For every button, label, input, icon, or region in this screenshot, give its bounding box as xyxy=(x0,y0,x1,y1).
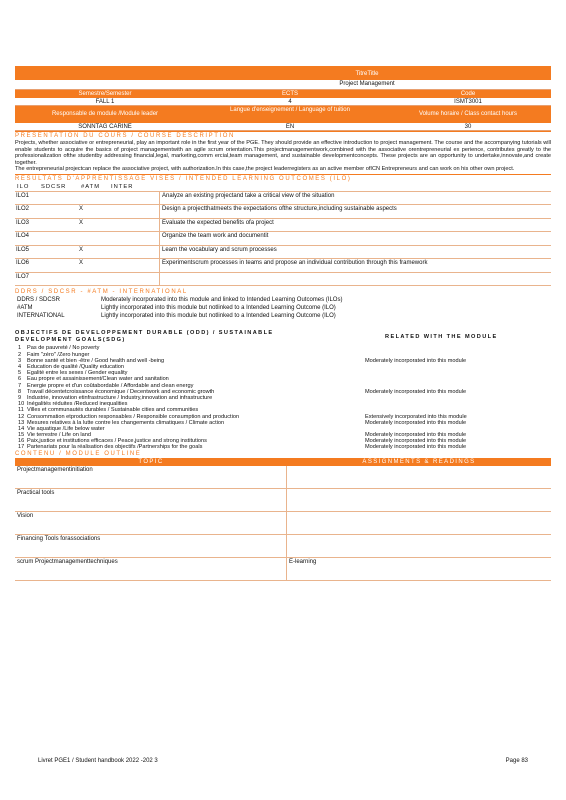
outline-row xyxy=(15,558,551,581)
ilo-row xyxy=(15,232,551,246)
ilo-code: ILO4 xyxy=(16,233,30,240)
ilo-text: Learn the vocabulary and scrum processes xyxy=(159,246,551,259)
sdg-label: Egalité entre les sexes / Gender equality xyxy=(27,370,128,376)
sdg-label: Vie terrestre / Life on land xyxy=(27,432,91,438)
sdg-label: Energie propre et d'un coûtabordable / Affordable and clean energy xyxy=(27,382,194,388)
outline-row xyxy=(15,489,551,512)
legend-text: Lightly incorporated into this module but notlinked to a Intended Learning Outcome (ILO) xyxy=(101,305,336,312)
ilo-code: ILO1 xyxy=(16,192,30,199)
sdg-relation: Extensively incorporated into this module xyxy=(365,413,467,419)
ilo-heading: RESULTATS D'APPRENTISSAGE VISES / INTENDED LEARNING OUTCOMES (ILO) xyxy=(15,174,551,183)
ilo-row xyxy=(15,259,551,273)
sdg-number: 14 xyxy=(18,425,25,432)
sdg-heading-line-2: DEVELOPMENT GOALS(SDG) xyxy=(15,337,126,344)
sdg-label: Villes et communautés durables / Sustainable cities and communities xyxy=(27,407,199,413)
language-label: Langue d'enseignement / Language of tuition xyxy=(230,107,350,113)
outline-assignment xyxy=(287,535,551,557)
ilo-sdcsr-mark xyxy=(39,273,159,286)
description-heading: PRESENTATION DU COURS / COURSE DESCRIPTION xyxy=(15,131,551,140)
ilo-col-atm: #ATM xyxy=(81,183,101,190)
hours-label: Volume horaire / Class contact hours xyxy=(418,111,518,117)
ilo-col-sdcsr: SDCSR xyxy=(41,183,67,190)
sdg-number: 6 xyxy=(18,376,22,382)
ilo-column-header xyxy=(15,183,551,192)
sdg-number: 8 xyxy=(18,388,22,394)
semester-value: FALL 1 xyxy=(95,99,115,105)
legend-text: Moderately incorporated into this module and linked to Intended Learning Outcomes (ILOs) xyxy=(101,297,343,304)
sdg-number: 9 xyxy=(18,394,22,401)
sdg-related-heading: RELATED WITH THE MODULE xyxy=(385,334,498,341)
ilo-text: Evaluate the expected benefits ofa project xyxy=(159,219,551,232)
semester-header-row xyxy=(15,90,551,98)
sdg-number: 3 xyxy=(18,357,22,364)
sdg-number: 10 xyxy=(18,401,25,407)
ilo-row xyxy=(15,246,551,260)
sdg-relation: Moderately incorporated into this module xyxy=(365,444,467,450)
outline-assign-label: ASSIGNMENTS & READINGS xyxy=(362,458,476,465)
ilo-text: Analyze an existing projectand take a critical view of the situation xyxy=(159,192,551,205)
outline-row xyxy=(15,535,551,558)
legend-key: INTERNATIONAL xyxy=(17,313,65,320)
sdg-number: 16 xyxy=(18,438,25,444)
sdg-number: 2 xyxy=(18,351,22,357)
ilo-sdcsr-mark: X xyxy=(79,260,84,267)
sdg-label: Mesures relatives à la lutte contre les changements climatiques / Climate action xyxy=(27,419,225,425)
outline-header-row xyxy=(15,458,551,466)
sdg-heading xyxy=(15,330,363,344)
page-footer xyxy=(38,758,528,764)
sdg-label: Faim "zéro" /Zero hunger xyxy=(27,351,90,357)
hours-value: 30 xyxy=(464,124,472,130)
legend-header: DDRS / SDCSR - #ATM - INTERNATIONAL xyxy=(15,289,188,296)
outline-table xyxy=(15,466,551,581)
outline-topic: Practical tools xyxy=(15,489,287,511)
outline-assignment xyxy=(287,512,551,534)
semester-value-row xyxy=(15,98,551,106)
sdg-table xyxy=(15,344,551,449)
sdg-relation: Moderately incorporated into this module xyxy=(365,438,467,444)
footer-page: Page 83 xyxy=(505,758,528,764)
legend-row xyxy=(15,304,551,312)
sdg-label: Bonne santé et bien -être / Good health and well -being xyxy=(27,357,165,364)
code-label: Code xyxy=(460,91,476,97)
legend-table xyxy=(15,296,551,320)
responsible-value: SONNTAG CARINE xyxy=(78,124,132,130)
sdg-label: Industrie, innovation etinfrastructure / Industry,innovation and infrastructure xyxy=(27,394,213,401)
ilo-sdcsr-mark xyxy=(39,192,159,205)
sdg-number: 17 xyxy=(18,444,25,450)
semester-label: Semestre/Semester xyxy=(78,91,132,97)
responsible-value-row xyxy=(15,123,551,131)
sdg-number: 12 xyxy=(18,413,25,419)
ilo-row xyxy=(15,205,551,219)
footer-left: Livret PGE1 / Student handbook 2022 -202 3 xyxy=(38,758,158,764)
sdg-number: 1 xyxy=(18,345,22,351)
outline-row xyxy=(15,512,551,535)
legend-text: Lightly incorporated into this module but notlinked to a Intended Learning Outcome (ILO) xyxy=(101,313,336,320)
sdg-header-row xyxy=(15,330,551,344)
sdg-label: Education de qualité /Quality education xyxy=(27,364,125,370)
outline-topic: Financing Tools forassociations xyxy=(15,535,287,557)
responsible-label: Responsable de module /Module leader xyxy=(51,111,159,117)
sdg-number: 11 xyxy=(18,407,24,413)
sdg-relation: Moderately incorporated into this module xyxy=(365,419,467,425)
sdg-heading-line-1: OBJECTIFS DE DEVELOPPEMENT DURABLE (ODD) / SUSTAINABLE xyxy=(15,330,274,337)
outline-topic-label: TOPIC xyxy=(138,458,164,465)
ilo-row xyxy=(15,219,551,233)
ilo-code: ILO2 xyxy=(16,206,30,213)
sdg-label: Travail décentetcroissance économique / Decentwork and economic growth xyxy=(27,388,215,394)
course-sheet xyxy=(15,66,551,581)
ilo-text: Organize the team work and documentit xyxy=(159,232,551,245)
outline-heading: CONTENU / MODULE OUTLINE xyxy=(15,450,142,457)
sdg-label: Pas de pauvreté / No poverty xyxy=(27,345,100,351)
ilo-text xyxy=(159,273,551,286)
description-paragraph-2: The entrepreneurial projectcan replace the associative project, with authorization.In this case,the project leaderregisters as an active member ofICN Entrepreneurs and can work on his other own project. xyxy=(15,166,515,173)
sdg-label: Partenariats pour la réalisation des objectifs /Partnerships for the goals xyxy=(27,444,203,450)
sdg-label: Consommation etproduction responsables / Responsible consumption and production xyxy=(27,413,240,419)
legend-row xyxy=(15,312,551,320)
outline-assignment xyxy=(287,466,551,488)
sdg-label: Vie aquatique /Life below water xyxy=(27,425,105,432)
responsible-header-row xyxy=(15,106,551,123)
title-label-row xyxy=(15,70,551,80)
course-title-row xyxy=(15,80,551,90)
sdg-label: Inégalités réduites /Reduced inequalities xyxy=(27,401,128,407)
sdg-number: 15 xyxy=(18,432,25,438)
ilo-sdcsr-mark: X xyxy=(79,219,84,226)
outline-row xyxy=(15,466,551,489)
ilo-col-ilo: ILO xyxy=(17,183,30,190)
ects-label: ECTS xyxy=(281,91,298,97)
sdg-number: 5 xyxy=(18,370,22,376)
ilo-code: ILO5 xyxy=(16,246,30,253)
sdg-relation: Moderately incorporated into this module xyxy=(365,388,467,394)
sdg-relation: Moderately incorporated into this module xyxy=(365,432,467,438)
ilo-code: ILO6 xyxy=(16,260,30,267)
description-paragraph-1: Projects, whether associative or entrepreneurial, play an important role in the first year of the PGE. They should provide an effective introduction to project management. The course and the accompanying tutorials will enable students to acquire the basics of project managementwith an agile scrum orientation.This projectmanagementwork,combined with the associative orentrepreneurial ex perience, contributes greatly to the professionalization ofthe studentby addressing financial,legal, marketing,comm ercial,team management, and sustainable developmentconcepts. These projects are an opportunity to undertake,innovate,and create together. xyxy=(15,140,551,166)
legend-row xyxy=(15,296,551,304)
sdg-number: 4 xyxy=(18,364,22,370)
sdg-label: Eau propre et assainissement/Clean water and sanitation xyxy=(27,376,169,382)
ilo-col-inter: INTER xyxy=(111,183,134,190)
ilo-row xyxy=(15,273,551,287)
ilo-sdcsr-mark: X xyxy=(79,246,84,253)
outline-topic: Projectmanagementinitiation xyxy=(15,466,287,488)
ilo-table xyxy=(15,192,551,287)
sdg-label: Paix,justice et institutions efficaces / Peace,justice and strong institutions xyxy=(27,438,207,444)
sdg-number: 7 xyxy=(18,382,22,388)
course-title: Project Management xyxy=(339,81,395,87)
outline-topic: Vision xyxy=(15,512,287,534)
code-value: ISMT3001 xyxy=(454,99,482,105)
outline-assignment: E-learning xyxy=(289,558,317,565)
outline-topic: scrum Projectmanagementtechniques xyxy=(15,558,287,580)
description-body xyxy=(15,140,551,173)
ilo-text: Design a projectthatmeets the expectations ofthe structure,including sustainable aspects xyxy=(159,205,551,218)
ilo-sdcsr-mark: X xyxy=(79,206,84,213)
ilo-row xyxy=(15,192,551,206)
sdg-relation: Moderately incorporated into this module xyxy=(365,357,467,364)
legend-key: #ATM xyxy=(17,305,33,312)
sdg-number: 13 xyxy=(18,419,25,425)
outline-assignment xyxy=(287,489,551,511)
title-label: TitreTitle xyxy=(355,71,379,77)
sdg-row xyxy=(15,443,551,449)
ilo-text: Experimentscrum processes in teams and propose an individual contribution through this framework xyxy=(159,259,551,272)
ilo-sdcsr-mark xyxy=(39,232,159,245)
legend-key: DDRS / SDCSR xyxy=(17,297,61,304)
language-value: EN xyxy=(285,124,295,130)
ects-value: 4 xyxy=(288,99,292,105)
ilo-code: ILO7 xyxy=(16,273,30,280)
ilo-code: ILO3 xyxy=(16,219,30,226)
